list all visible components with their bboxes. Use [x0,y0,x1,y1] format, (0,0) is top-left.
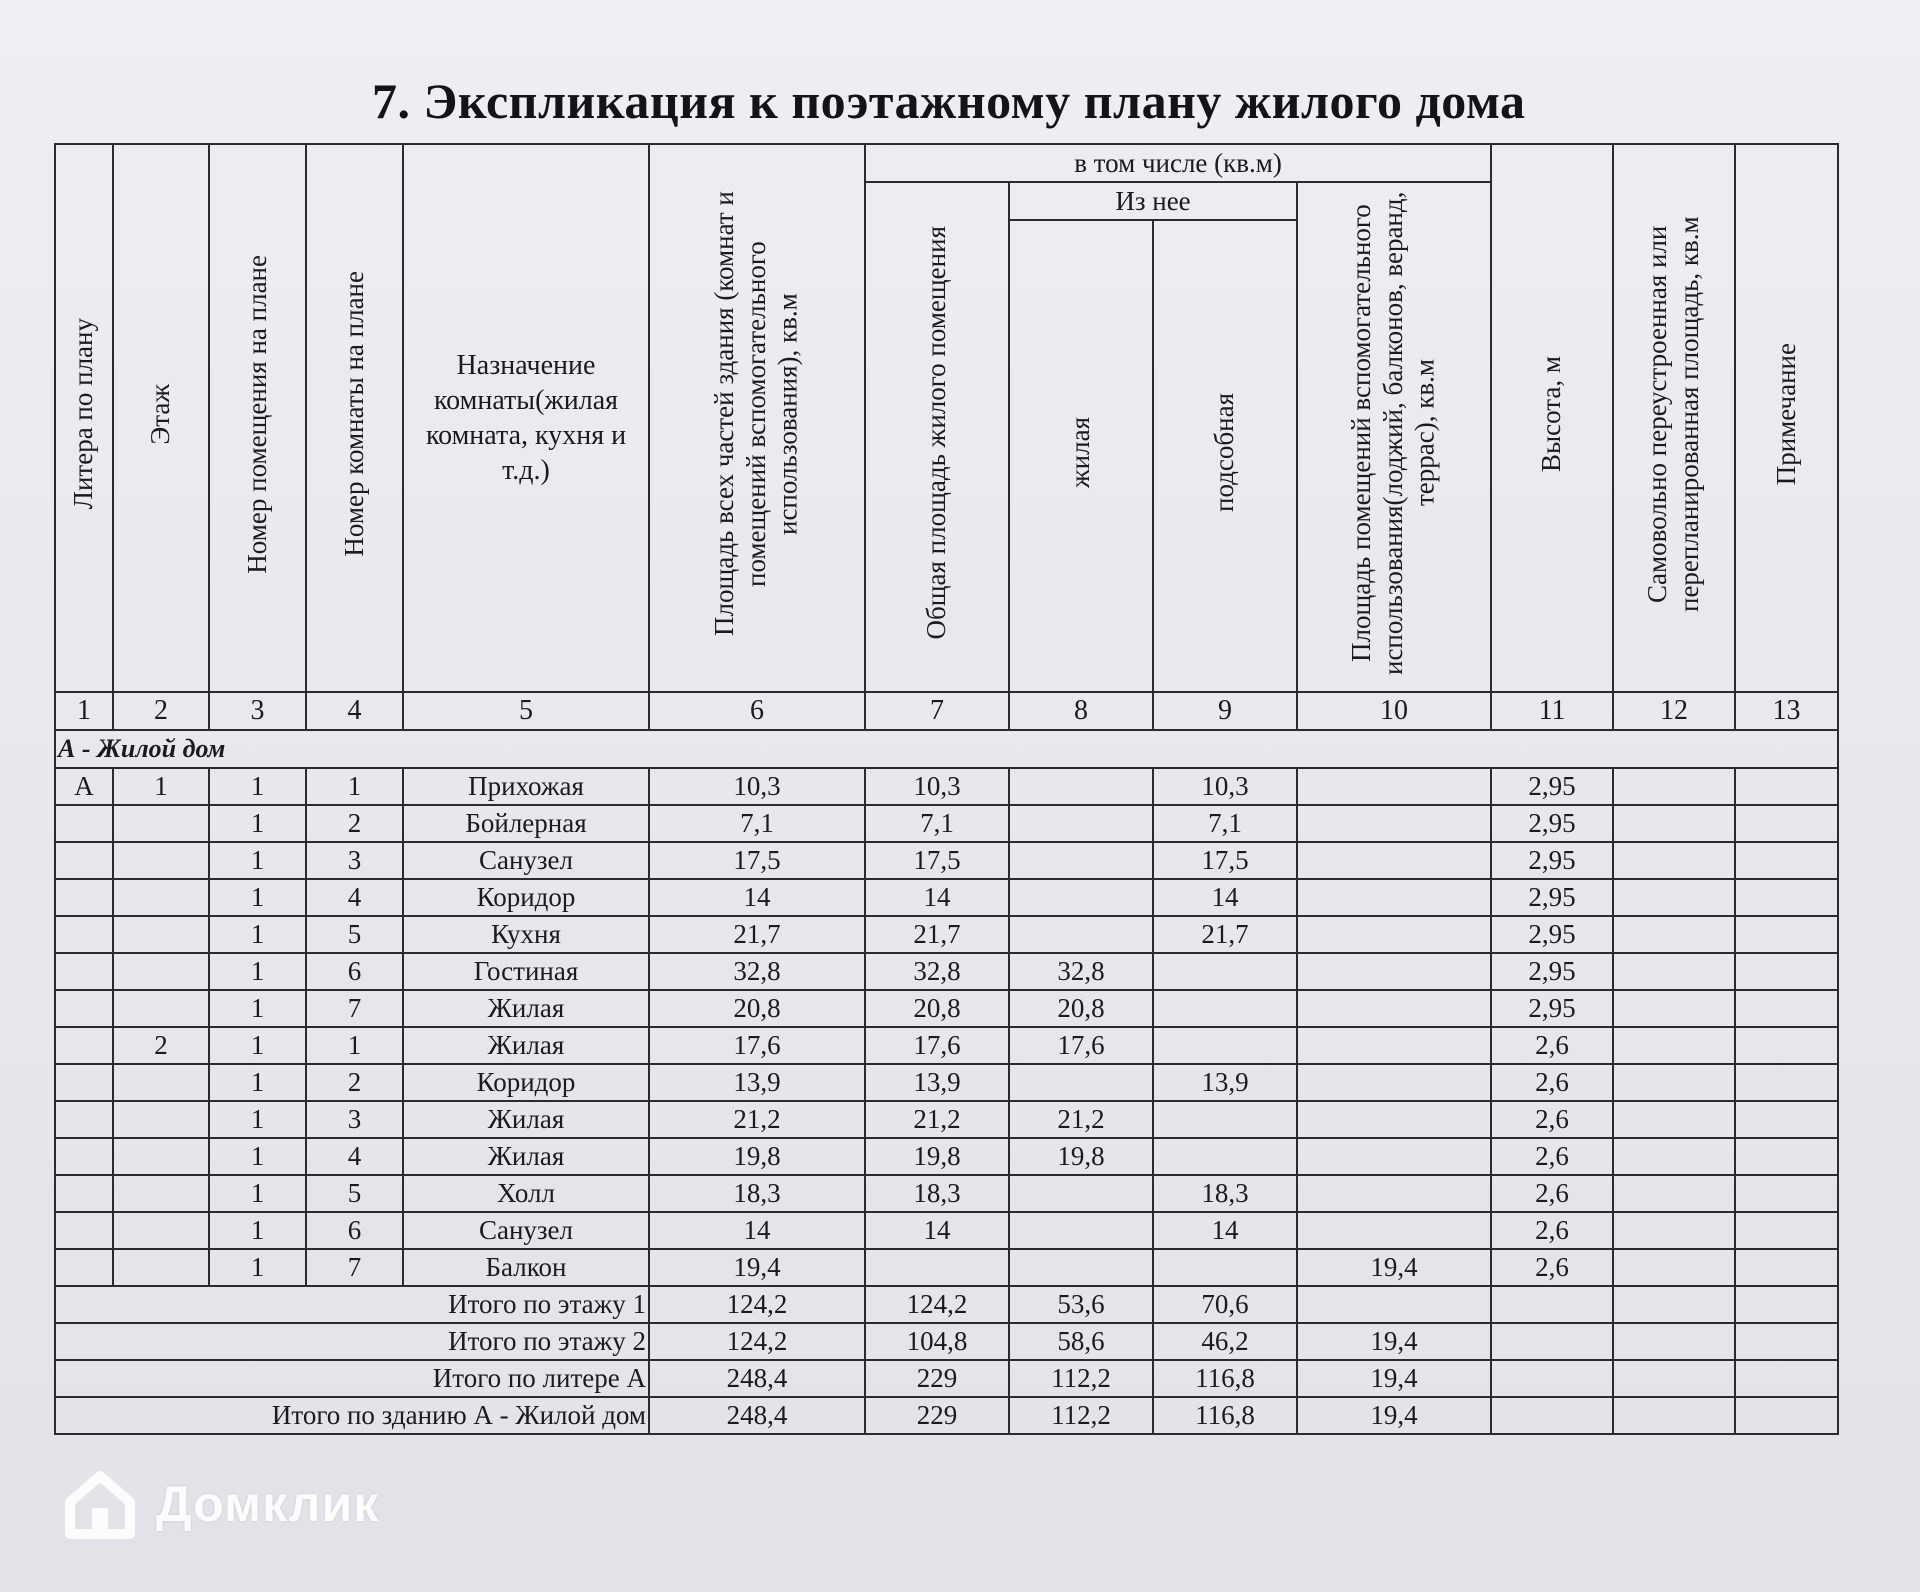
cell-height: 2,95 [1491,879,1613,916]
header-litera: Литера по плану [55,144,113,692]
cell-total-area: 17,5 [649,842,865,879]
totals-row [55,1360,1838,1397]
header-premise-number: Номер помещения на плане [209,144,306,692]
header-floor: Этаж [113,144,209,692]
total-aux-area: 19,4 [1297,1323,1491,1360]
total-total-all: 248,4 [649,1397,865,1434]
header-aux-area: Площадь помещений вспомогательного использования(лоджий, балконов, веранд, террас), кв.м [1297,182,1491,692]
cell-premise: 1 [209,805,306,842]
cell-floor [113,1101,209,1138]
cell-auxiliary [1153,990,1297,1027]
table-row [55,879,1838,916]
cell-premise: 1 [209,1027,306,1064]
cell-aux-area [1297,916,1491,953]
watermark-text: Домклик [156,1476,380,1532]
cell-note [1735,1212,1838,1249]
cell-auxiliary: 14 [1153,879,1297,916]
cell-total-area: 21,7 [649,916,865,953]
cell-total-living: 21,7 [865,916,1009,953]
cell-aux-area [1297,1064,1491,1101]
cell-purpose: Жилая [403,1101,649,1138]
column-number: 4 [306,692,403,730]
total-label: Итого по этажу 2 [55,1323,649,1360]
cell-total-area: 13,9 [649,1064,865,1101]
header-auxiliary: подсобная [1153,220,1297,692]
header-note: Примечание [1735,144,1838,692]
cell-floor [113,805,209,842]
cell-unauthorized [1613,1175,1735,1212]
cell-room: 1 [306,1027,403,1064]
cell-total-living: 20,8 [865,990,1009,1027]
column-number: 11 [1491,692,1613,730]
total-living: 53,6 [1009,1286,1153,1323]
table-row [55,916,1838,953]
cell-height: 2,95 [1491,842,1613,879]
table-row [55,805,1838,842]
cell-total-living: 13,9 [865,1064,1009,1101]
column-number: 12 [1613,692,1735,730]
cell-premise: 1 [209,916,306,953]
cell-premise: 1 [209,1249,306,1286]
cell-room: 3 [306,842,403,879]
cell-aux-area [1297,1212,1491,1249]
cell-total-living: 14 [865,1212,1009,1249]
total-living: 112,2 [1009,1360,1153,1397]
cell-height: 2,6 [1491,1064,1613,1101]
cell-auxiliary: 18,3 [1153,1175,1297,1212]
header-total-living-area: Общая площадь жилого помещения [865,182,1009,692]
total-living: 58,6 [1009,1323,1153,1360]
cell-unauthorized [1613,916,1735,953]
cell-premise: 1 [209,1064,306,1101]
cell-living [1009,768,1153,805]
cell-litera: А [55,768,113,805]
explication-table [54,143,1839,1435]
cell-unauthorized [1613,1249,1735,1286]
total-total-all: 124,2 [649,1323,865,1360]
cell-total-area: 14 [649,1212,865,1249]
cell-aux-area [1297,768,1491,805]
cell-total-area: 10,3 [649,768,865,805]
cell-floor [113,842,209,879]
cell-height: 2,6 [1491,1138,1613,1175]
cell-note [1735,1101,1838,1138]
cell-total-living: 17,5 [865,842,1009,879]
cell-aux-area [1297,879,1491,916]
cell-living [1009,842,1153,879]
cell-aux-area [1297,990,1491,1027]
cell-room: 5 [306,1175,403,1212]
cell-premise: 1 [209,1138,306,1175]
cell-total-living: 19,8 [865,1138,1009,1175]
cell-note [1735,916,1838,953]
cell-premise: 1 [209,1101,306,1138]
cell-purpose: Санузел [403,842,649,879]
cell-unauthorized [1613,953,1735,990]
cell-total-living: 10,3 [865,768,1009,805]
cell-litera [55,1064,113,1101]
cell-litera [55,805,113,842]
cell-total-living: 18,3 [865,1175,1009,1212]
cell-height: 2,6 [1491,1175,1613,1212]
table-row [55,1138,1838,1175]
total-empty [1735,1397,1838,1434]
cell-premise: 1 [209,1175,306,1212]
cell-auxiliary: 21,7 [1153,916,1297,953]
total-label: Итого по зданию А - Жилой дом [55,1397,649,1434]
cell-note [1735,1027,1838,1064]
cell-room: 7 [306,1249,403,1286]
cell-room: 6 [306,1212,403,1249]
cell-aux-area [1297,805,1491,842]
cell-purpose: Прихожая [403,768,649,805]
header-purpose: Назначение комнаты(жилая комната, кухня и т.д.) [403,144,649,692]
cell-floor: 1 [113,768,209,805]
cell-litera [55,842,113,879]
cell-auxiliary: 13,9 [1153,1064,1297,1101]
cell-note [1735,842,1838,879]
cell-height: 2,6 [1491,1027,1613,1064]
total-auxiliary: 116,8 [1153,1360,1297,1397]
cell-total-area: 21,2 [649,1101,865,1138]
cell-purpose: Бойлерная [403,805,649,842]
cell-auxiliary: 10,3 [1153,768,1297,805]
cell-litera [55,1249,113,1286]
cell-purpose: Холл [403,1175,649,1212]
watermark [62,1468,379,1540]
cell-floor [113,879,209,916]
cell-total-area: 19,8 [649,1138,865,1175]
cell-unauthorized [1613,1064,1735,1101]
column-number: 6 [649,692,865,730]
cell-purpose: Жилая [403,1027,649,1064]
cell-total-living [865,1249,1009,1286]
total-empty [1613,1323,1735,1360]
totals-row [55,1286,1838,1323]
column-number: 13 [1735,692,1838,730]
house-logo-icon [62,1468,138,1540]
table-row [55,1027,1838,1064]
column-number: 9 [1153,692,1297,730]
cell-litera [55,879,113,916]
table-row [55,842,1838,879]
cell-floor: 2 [113,1027,209,1064]
header-unauthorized-area: Самовольно переустроенная или перепланированная площадь, кв.м [1613,144,1735,692]
cell-unauthorized [1613,1138,1735,1175]
table-row [55,1064,1838,1101]
table-row [55,1212,1838,1249]
cell-auxiliary: 14 [1153,1212,1297,1249]
cell-aux-area [1297,953,1491,990]
total-auxiliary: 70,6 [1153,1286,1297,1323]
total-living: 112,2 [1009,1397,1153,1434]
cell-litera [55,1138,113,1175]
cell-room: 6 [306,953,403,990]
cell-total-area: 14 [649,879,865,916]
total-empty [1491,1286,1613,1323]
cell-litera [55,1212,113,1249]
cell-room: 5 [306,916,403,953]
cell-living: 32,8 [1009,953,1153,990]
cell-room: 7 [306,990,403,1027]
cell-height: 2,6 [1491,1101,1613,1138]
cell-litera [55,990,113,1027]
totals-row [55,1323,1838,1360]
cell-room: 4 [306,879,403,916]
cell-living [1009,879,1153,916]
total-total-all: 248,4 [649,1360,865,1397]
total-aux-area: 19,4 [1297,1397,1491,1434]
cell-floor [113,1138,209,1175]
cell-note [1735,879,1838,916]
cell-floor [113,1249,209,1286]
cell-auxiliary [1153,1138,1297,1175]
cell-total-living: 14 [865,879,1009,916]
cell-premise: 1 [209,842,306,879]
cell-total-area: 20,8 [649,990,865,1027]
total-empty [1735,1323,1838,1360]
cell-floor [113,990,209,1027]
cell-litera [55,916,113,953]
header-group: в том числе (кв.м) [865,144,1491,182]
cell-floor [113,1212,209,1249]
cell-height: 2,6 [1491,1212,1613,1249]
cell-purpose: Жилая [403,1138,649,1175]
column-number: 7 [865,692,1009,730]
total-total-living: 229 [865,1397,1009,1434]
cell-living: 21,2 [1009,1101,1153,1138]
cell-aux-area [1297,842,1491,879]
cell-purpose: Коридор [403,1064,649,1101]
cell-total-area: 18,3 [649,1175,865,1212]
cell-floor [113,953,209,990]
cell-note [1735,990,1838,1027]
total-empty [1491,1360,1613,1397]
cell-note [1735,768,1838,805]
table-row [55,768,1838,805]
header-room-number: Номер комнаты на плане [306,144,403,692]
cell-room: 1 [306,768,403,805]
cell-total-area: 32,8 [649,953,865,990]
cell-premise: 1 [209,768,306,805]
total-empty [1613,1286,1735,1323]
cell-height: 2,95 [1491,990,1613,1027]
cell-aux-area [1297,1138,1491,1175]
cell-height: 2,6 [1491,1249,1613,1286]
cell-living: 19,8 [1009,1138,1153,1175]
section-title: А - Жилой дом [55,730,1838,768]
cell-auxiliary: 7,1 [1153,805,1297,842]
cell-unauthorized [1613,879,1735,916]
cell-note [1735,1175,1838,1212]
total-label: Итого по этажу 1 [55,1286,649,1323]
cell-total-area: 7,1 [649,805,865,842]
cell-room: 2 [306,805,403,842]
cell-purpose: Кухня [403,916,649,953]
total-empty [1613,1397,1735,1434]
total-auxiliary: 116,8 [1153,1397,1297,1434]
cell-purpose: Санузел [403,1212,649,1249]
cell-total-living: 7,1 [865,805,1009,842]
total-empty [1613,1360,1735,1397]
column-number: 3 [209,692,306,730]
cell-note [1735,1138,1838,1175]
cell-living [1009,916,1153,953]
cell-living [1009,1064,1153,1101]
cell-premise: 1 [209,879,306,916]
cell-room: 3 [306,1101,403,1138]
table-row [55,1249,1838,1286]
cell-auxiliary [1153,953,1297,990]
total-empty [1735,1286,1838,1323]
total-total-living: 229 [865,1360,1009,1397]
cell-floor [113,1175,209,1212]
cell-note [1735,805,1838,842]
table-row [55,990,1838,1027]
column-number: 10 [1297,692,1491,730]
column-number: 8 [1009,692,1153,730]
cell-litera [55,953,113,990]
cell-aux-area [1297,1027,1491,1064]
cell-litera [55,1101,113,1138]
cell-premise: 1 [209,953,306,990]
cell-height: 2,95 [1491,768,1613,805]
cell-total-living: 21,2 [865,1101,1009,1138]
cell-purpose: Жилая [403,990,649,1027]
total-auxiliary: 46,2 [1153,1323,1297,1360]
header-total-area: Площадь всех частей здания (комнат и помещений вспомогательного использования), кв.м [649,144,865,692]
cell-unauthorized [1613,990,1735,1027]
total-total-living: 104,8 [865,1323,1009,1360]
table-row [55,1175,1838,1212]
cell-living: 17,6 [1009,1027,1153,1064]
cell-floor [113,1064,209,1101]
cell-auxiliary [1153,1101,1297,1138]
column-number: 2 [113,692,209,730]
total-label: Итого по литере А [55,1360,649,1397]
cell-room: 4 [306,1138,403,1175]
cell-auxiliary [1153,1249,1297,1286]
cell-note [1735,1064,1838,1101]
column-number: 1 [55,692,113,730]
cell-premise: 1 [209,1212,306,1249]
column-number: 5 [403,692,649,730]
cell-living [1009,1175,1153,1212]
cell-unauthorized [1613,805,1735,842]
total-total-living: 124,2 [865,1286,1009,1323]
cell-aux-area [1297,1175,1491,1212]
header-subgroup: Из нее [1009,182,1297,220]
cell-auxiliary [1153,1027,1297,1064]
cell-auxiliary: 17,5 [1153,842,1297,879]
total-empty [1735,1360,1838,1397]
cell-floor [113,916,209,953]
table-row [55,953,1838,990]
total-total-all: 124,2 [649,1286,865,1323]
header-living: жилая [1009,220,1153,692]
cell-purpose: Балкон [403,1249,649,1286]
total-empty [1491,1323,1613,1360]
cell-living: 20,8 [1009,990,1153,1027]
cell-aux-area [1297,1101,1491,1138]
document-title: 7. Экспликация к поэтажному плану жилого дома [372,73,1526,129]
cell-unauthorized [1613,1101,1735,1138]
cell-height: 2,95 [1491,805,1613,842]
cell-premise: 1 [209,990,306,1027]
cell-litera [55,1175,113,1212]
total-aux-area [1297,1286,1491,1323]
cell-unauthorized [1613,1027,1735,1064]
cell-unauthorized [1613,1212,1735,1249]
cell-room: 2 [306,1064,403,1101]
cell-living [1009,1212,1153,1249]
cell-living [1009,805,1153,842]
cell-total-living: 32,8 [865,953,1009,990]
cell-litera [55,1027,113,1064]
header-height: Высота, м [1491,144,1613,692]
cell-height: 2,95 [1491,953,1613,990]
cell-purpose: Коридор [403,879,649,916]
cell-total-living: 17,6 [865,1027,1009,1064]
cell-living [1009,1249,1153,1286]
cell-note [1735,1249,1838,1286]
total-aux-area: 19,4 [1297,1360,1491,1397]
section-row [55,730,1838,768]
cell-unauthorized [1613,842,1735,879]
cell-total-area: 17,6 [649,1027,865,1064]
cell-purpose: Гостиная [403,953,649,990]
cell-aux-area: 19,4 [1297,1249,1491,1286]
cell-note [1735,953,1838,990]
column-number-row [55,692,1838,730]
cell-unauthorized [1613,768,1735,805]
cell-total-area: 19,4 [649,1249,865,1286]
total-empty [1491,1397,1613,1434]
cell-height: 2,95 [1491,916,1613,953]
table-row [55,1101,1838,1138]
totals-row [55,1397,1838,1434]
